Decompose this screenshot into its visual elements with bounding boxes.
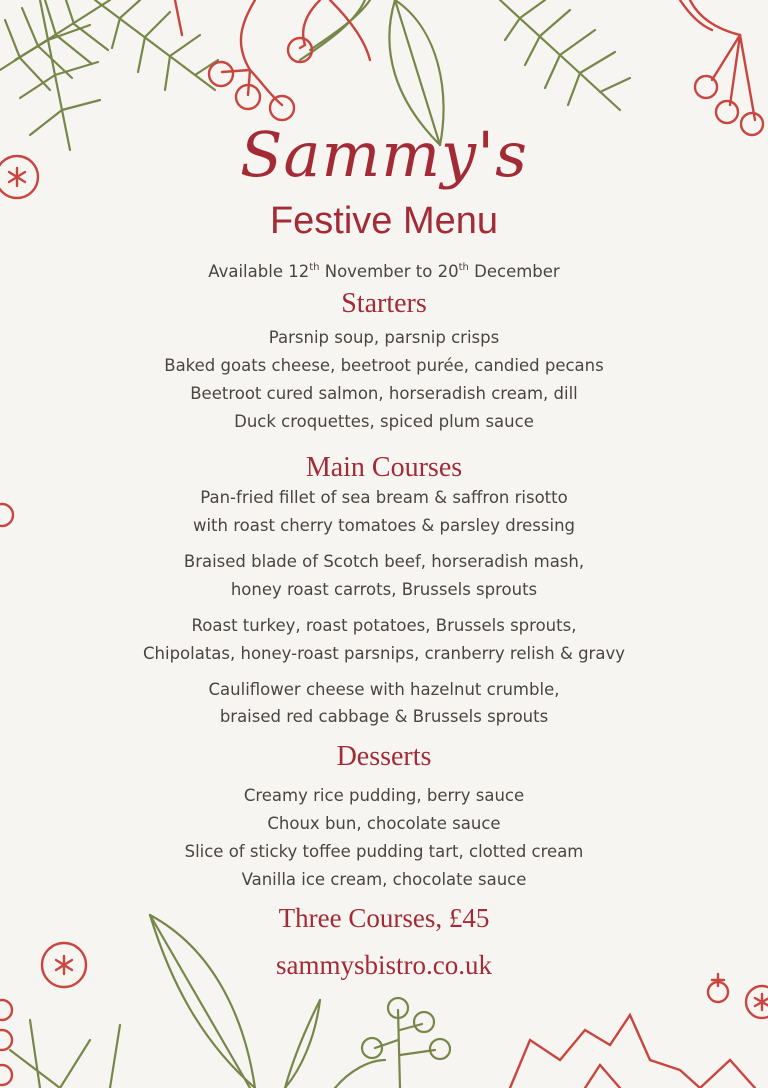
menu-item: Creamy rice pudding, berry sauce bbox=[243, 786, 525, 805]
berry-circle-bottom-left bbox=[0, 1000, 12, 1020]
menu-item: Duck croquettes, spiced plum sauce bbox=[234, 412, 534, 431]
menu-item: Choux bun, chocolate sauce bbox=[267, 814, 501, 833]
price-line: Three Courses, £45 bbox=[278, 903, 490, 933]
availability-dates: Available 12th November to 20th December bbox=[208, 262, 560, 281]
berry-sprig-top-right bbox=[680, 0, 763, 135]
berry-circle-bottom-left-2 bbox=[0, 1030, 12, 1050]
menu-subtitle: Festive Menu bbox=[269, 200, 499, 242]
leaf-bottom-left bbox=[10, 915, 255, 1088]
leaf-bottom-center bbox=[285, 1000, 435, 1088]
menu-item: Slice of sticky toffee pudding tart, clotted cream bbox=[184, 842, 584, 861]
pine-branch-top-left-2 bbox=[95, 0, 218, 90]
menu-item: honey roast carrots, Brussels sprouts bbox=[230, 580, 538, 599]
menu-item: Pan-fried fillet of sea bream & saffron risotto bbox=[200, 488, 568, 507]
menu-item: Vanilla ice cream, chocolate sauce bbox=[241, 870, 527, 889]
menu-item: with roast cherry tomatoes & parsley dressing bbox=[192, 516, 576, 535]
menu-item: Chipolatas, honey-roast parsnips, cranberry relish & gravy bbox=[143, 644, 625, 663]
section-heading-starters: Starters bbox=[341, 288, 427, 319]
berry-sprig-top bbox=[175, 0, 370, 120]
berry-circle-bottom-right bbox=[708, 982, 728, 1002]
pine-branch-top-right bbox=[500, 0, 630, 110]
menu-item: Beetroot cured salmon, horseradish cream, dill bbox=[190, 384, 578, 403]
menu-item: Roast turkey, roast potatoes, Brussels sprouts, bbox=[191, 616, 577, 635]
brand-title: Sammy's bbox=[240, 118, 528, 191]
menu-item: Cauliflower cheese with hazelnut crumble, bbox=[208, 680, 560, 699]
poinsettia-bottom-right bbox=[510, 1015, 755, 1088]
menu-item: Baked goats cheese, beetroot purée, candied pecans bbox=[164, 356, 604, 375]
menu-item: braised red cabbage & Brussels sprouts bbox=[219, 707, 549, 726]
menu-item: Parsnip soup, parsnip crisps bbox=[268, 328, 500, 347]
section-heading-desserts: Desserts bbox=[336, 741, 432, 772]
snowflake-badge-bottom-right bbox=[746, 986, 768, 1018]
menu-item: Braised blade of Scotch beef, horseradish mash, bbox=[183, 552, 585, 571]
website-link[interactable]: sammysbistro.co.uk bbox=[276, 950, 492, 980]
section-heading-main-courses: Main Courses bbox=[305, 452, 463, 483]
berry-circle-bottom-left-3 bbox=[0, 1065, 12, 1085]
